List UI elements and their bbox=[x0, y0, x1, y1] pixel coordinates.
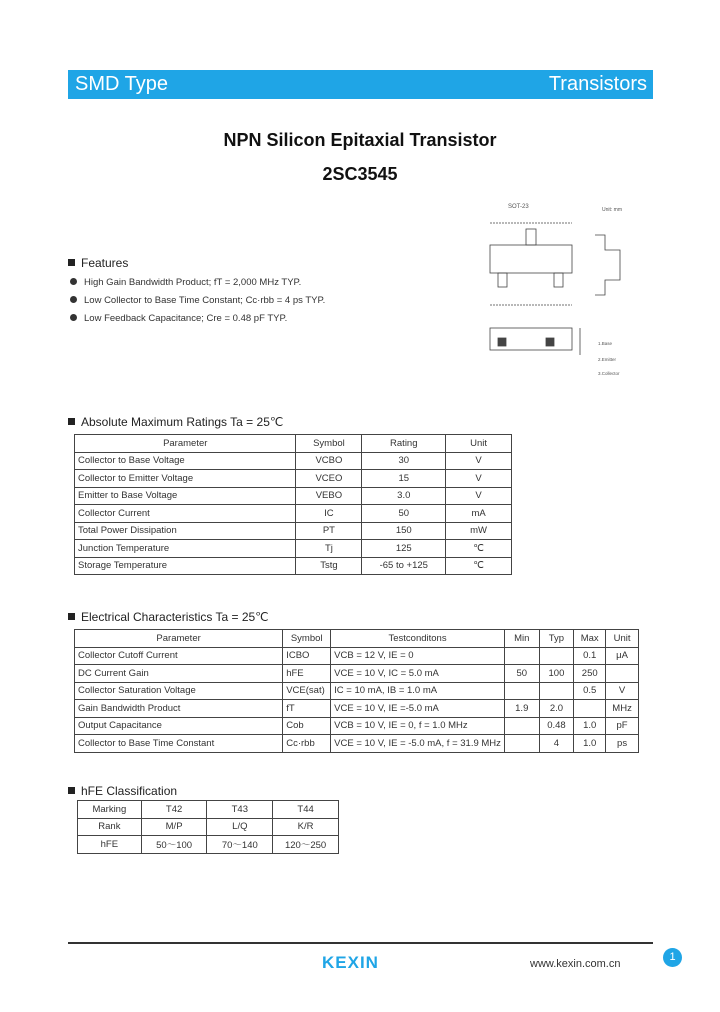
bullet-icon bbox=[70, 314, 77, 321]
page-title: NPN Silicon Epitaxial Transistor bbox=[223, 130, 497, 150]
table-cell: Storage Temperature bbox=[75, 557, 296, 575]
column-header: Unit bbox=[446, 435, 512, 453]
table-cell bbox=[504, 735, 539, 753]
table-cell: 50 bbox=[504, 665, 539, 683]
table-cell: VEBO bbox=[296, 487, 362, 505]
square-bullet-icon bbox=[68, 418, 75, 425]
table-row bbox=[75, 717, 639, 735]
table-cell: VCE(sat) bbox=[283, 682, 331, 700]
table-cell: 4 bbox=[539, 735, 574, 753]
table-cell: Marking bbox=[78, 801, 142, 819]
table-cell: hFE bbox=[283, 665, 331, 683]
hfe-body bbox=[78, 801, 339, 854]
table-cell: Tj bbox=[296, 540, 362, 558]
table-row bbox=[75, 452, 512, 470]
elec-heading bbox=[68, 610, 269, 624]
table-cell: pF bbox=[606, 717, 639, 735]
table-cell: VCB = 12 V, IE = 0 bbox=[331, 647, 505, 665]
abs-max-heading-text: Absolute Maximum Ratings Ta = 25℃ bbox=[81, 415, 284, 429]
abs-max-body bbox=[75, 452, 512, 575]
column-header: Rating bbox=[362, 435, 446, 453]
table-cell bbox=[539, 682, 574, 700]
feature-text: Low Feedback Capacitance; Cre = 0.48 pF TYP. bbox=[84, 313, 288, 324]
package-drawing bbox=[470, 195, 660, 385]
table-cell: 2.0 bbox=[539, 700, 574, 718]
column-header: Unit bbox=[606, 630, 639, 648]
hfe-heading bbox=[68, 784, 177, 798]
square-bullet-icon bbox=[68, 259, 75, 266]
table-cell: V bbox=[446, 452, 512, 470]
table-cell: μA bbox=[606, 647, 639, 665]
table-cell bbox=[504, 717, 539, 735]
feature-item bbox=[70, 313, 287, 324]
kexin-logo: KEXIN bbox=[322, 953, 379, 972]
table-cell: Emitter to Base Voltage bbox=[75, 487, 296, 505]
hfe-heading-text: hFE Classification bbox=[81, 784, 178, 798]
table-cell: ICBO bbox=[283, 647, 331, 665]
table-cell: K/R bbox=[273, 818, 339, 836]
header-banner bbox=[68, 70, 653, 99]
table-row bbox=[78, 801, 339, 819]
table-cell: 120～250 bbox=[273, 836, 339, 854]
square-bullet-icon bbox=[68, 613, 75, 620]
package-name: SOT-23 bbox=[508, 204, 529, 210]
footer-divider bbox=[68, 942, 653, 944]
elec-table bbox=[74, 629, 639, 753]
table-cell: IC bbox=[296, 505, 362, 523]
column-header: Typ bbox=[539, 630, 574, 648]
table-cell: 100 bbox=[539, 665, 574, 683]
table-cell: mA bbox=[446, 505, 512, 523]
feature-text: High Gain Bandwidth Product; fT = 2,000 MHz TYP. bbox=[84, 277, 302, 288]
table-cell: Collector to Base Time Constant bbox=[75, 735, 283, 753]
footer-url[interactable]: www.kexin.com.cn bbox=[530, 958, 621, 970]
column-header: Max bbox=[574, 630, 606, 648]
table-row bbox=[75, 540, 512, 558]
bullet-icon bbox=[70, 296, 77, 303]
table-cell: 30 bbox=[362, 452, 446, 470]
table-row bbox=[75, 665, 639, 683]
part-number: 2SC3545 bbox=[322, 164, 398, 184]
table-cell: T42 bbox=[141, 801, 207, 819]
elec-body bbox=[75, 647, 639, 752]
table-cell: 1.0 bbox=[574, 735, 606, 753]
features-heading-text: Features bbox=[81, 256, 129, 270]
column-header: Symbol bbox=[296, 435, 362, 453]
table-cell: 3.0 bbox=[362, 487, 446, 505]
table-cell bbox=[504, 682, 539, 700]
table-cell: Rank bbox=[78, 818, 142, 836]
table-cell: fT bbox=[283, 700, 331, 718]
table-cell: MHz bbox=[606, 700, 639, 718]
table-cell: VCB = 10 V, IE = 0, f = 1.0 MHz bbox=[331, 717, 505, 735]
table-cell: ps bbox=[606, 735, 639, 753]
table-cell: Collector to Emitter Voltage bbox=[75, 470, 296, 488]
table-cell: VCE = 10 V, IE =-5.0 mA bbox=[331, 700, 505, 718]
table-cell: Gain Bandwidth Product bbox=[75, 700, 283, 718]
table-cell: 15 bbox=[362, 470, 446, 488]
table-row bbox=[75, 735, 639, 753]
table-cell: 50～100 bbox=[141, 836, 207, 854]
pin-label: 2.Emitter bbox=[598, 357, 617, 362]
header-left: SMD Type bbox=[75, 73, 168, 95]
table-cell: Collector Current bbox=[75, 505, 296, 523]
table-cell: DC Current Gain bbox=[75, 665, 283, 683]
elec-heading-text: Electrical Characteristics Ta = 25℃ bbox=[81, 610, 269, 624]
table-cell: Collector Cutoff Current bbox=[75, 647, 283, 665]
table-cell: 150 bbox=[362, 522, 446, 540]
table-cell: ℃ bbox=[446, 557, 512, 575]
table-row bbox=[75, 557, 512, 575]
header-right: Transistors bbox=[548, 73, 647, 95]
bullet-icon bbox=[70, 278, 77, 285]
table-cell: Output Capacitance bbox=[75, 717, 283, 735]
table-cell: VCE = 10 V, IC = 5.0 mA bbox=[331, 665, 505, 683]
table-cell: L/Q bbox=[207, 818, 273, 836]
table-cell: M/P bbox=[141, 818, 207, 836]
table-cell: IC = 10 mA, IB = 1.0 mA bbox=[331, 682, 505, 700]
table-cell: Cc·rbb bbox=[283, 735, 331, 753]
table-row bbox=[78, 836, 339, 854]
table-cell: mW bbox=[446, 522, 512, 540]
table-cell: 0.1 bbox=[574, 647, 606, 665]
column-header: Parameter bbox=[75, 630, 283, 648]
table-cell: hFE bbox=[78, 836, 142, 854]
pin-label: 1.Base bbox=[598, 341, 613, 346]
table-cell: PT bbox=[296, 522, 362, 540]
table-cell: -65 to +125 bbox=[362, 557, 446, 575]
table-cell: V bbox=[446, 487, 512, 505]
table-cell: VCBO bbox=[296, 452, 362, 470]
table-cell: Junction Temperature bbox=[75, 540, 296, 558]
table-row bbox=[75, 505, 512, 523]
table-cell: 0.48 bbox=[539, 717, 574, 735]
feature-item bbox=[70, 295, 325, 306]
column-header: Min bbox=[504, 630, 539, 648]
table-cell bbox=[504, 647, 539, 665]
table-cell: 0.5 bbox=[574, 682, 606, 700]
table-row bbox=[75, 470, 512, 488]
table-cell: 125 bbox=[362, 540, 446, 558]
table-row bbox=[75, 647, 639, 665]
table-cell: Collector to Base Voltage bbox=[75, 452, 296, 470]
square-bullet-icon bbox=[68, 787, 75, 794]
feature-item bbox=[70, 277, 301, 288]
table-cell bbox=[574, 700, 606, 718]
table-cell: T43 bbox=[207, 801, 273, 819]
package-unit: Unit: mm bbox=[602, 207, 622, 213]
table-cell: VCEO bbox=[296, 470, 362, 488]
table-cell: ℃ bbox=[446, 540, 512, 558]
table-row bbox=[75, 522, 512, 540]
sot23-outline-icon bbox=[470, 195, 660, 385]
table-header-row bbox=[75, 630, 639, 648]
table-cell: VCE = 10 V, IE = -5.0 mA, f = 31.9 MHz bbox=[331, 735, 505, 753]
table-cell: V bbox=[446, 470, 512, 488]
abs-max-heading bbox=[68, 415, 283, 429]
table-cell: Collector Saturation Voltage bbox=[75, 682, 283, 700]
pin-label: 3.Collector bbox=[598, 371, 620, 376]
table-cell: 70～140 bbox=[207, 836, 273, 854]
abs-max-table bbox=[74, 434, 512, 575]
table-cell bbox=[606, 665, 639, 683]
table-row bbox=[75, 487, 512, 505]
hfe-table bbox=[77, 800, 339, 854]
table-cell: Total Power Dissipation bbox=[75, 522, 296, 540]
column-header: Symbol bbox=[283, 630, 331, 648]
table-cell: 50 bbox=[362, 505, 446, 523]
column-header: Parameter bbox=[75, 435, 296, 453]
table-cell bbox=[539, 647, 574, 665]
column-header: Testconditons bbox=[331, 630, 505, 648]
table-cell: 250 bbox=[574, 665, 606, 683]
table-row bbox=[75, 682, 639, 700]
table-cell: Tstg bbox=[296, 557, 362, 575]
features-heading bbox=[68, 256, 128, 270]
table-cell: Cob bbox=[283, 717, 331, 735]
table-cell: V bbox=[606, 682, 639, 700]
table-row bbox=[75, 700, 639, 718]
table-cell: 1.0 bbox=[574, 717, 606, 735]
table-cell: T44 bbox=[273, 801, 339, 819]
table-header-row bbox=[75, 435, 512, 453]
page-number-badge: 1 bbox=[663, 948, 682, 967]
table-row bbox=[78, 818, 339, 836]
feature-text: Low Collector to Base Time Constant; Cc·rbb = 4 ps TYP. bbox=[84, 295, 326, 306]
table-cell: 1.9 bbox=[504, 700, 539, 718]
